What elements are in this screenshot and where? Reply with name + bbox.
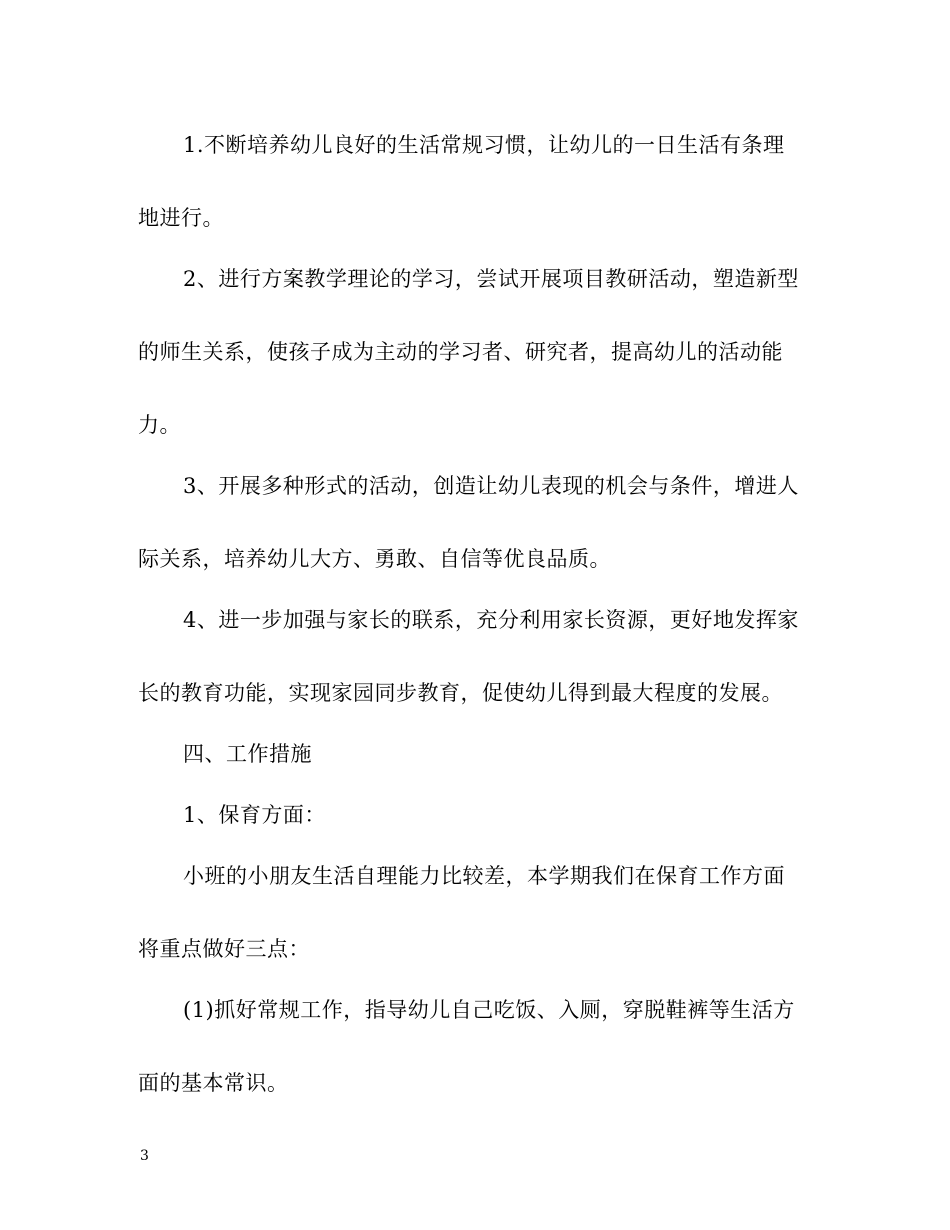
text-line: 面的基本常识。 <box>138 1071 289 1095</box>
text-line: 4、进一步加强与家长的联系，充分利用家长资源，更好地发挥家 <box>183 608 799 632</box>
text-line: 2、进行方案教学理论的学习，尝试开展项目教研活动，塑造新型 <box>183 267 799 291</box>
text-line: 小班的小朋友生活自理能力比较差，本学期我们在保育工作方面 <box>183 864 785 888</box>
text-line: (1)抓好常规工作，指导幼儿自己吃饭、入厕，穿脱鞋裤等生活方 <box>183 998 795 1022</box>
text-line: 际关系，培养幼儿大方、勇敢、自信等优良品质。 <box>138 547 611 571</box>
subsection-heading: 1、保育方面： <box>183 803 326 827</box>
text-line: 长的教育功能，实现家园同步教育，促使幼儿得到最大程度的发展。 <box>138 681 783 705</box>
page-number: 3 <box>140 1148 149 1164</box>
text-line: 1.不断培养幼儿良好的生活常规习惯，让幼儿的一日生活有条理 <box>183 133 785 157</box>
text-line: 的师生关系，使孩子成为主动的学习者、研究者，提高幼儿的活动能 <box>138 340 783 364</box>
text-line: 地进行。 <box>138 206 224 230</box>
text-line: 3、开展多种形式的活动，创造让幼儿表现的机会与条件，增进人 <box>183 474 799 498</box>
text-line: 将重点做好三点： <box>138 937 310 961</box>
text-line: 力。 <box>138 413 181 437</box>
section-heading: 四、工作措施 <box>183 742 312 766</box>
